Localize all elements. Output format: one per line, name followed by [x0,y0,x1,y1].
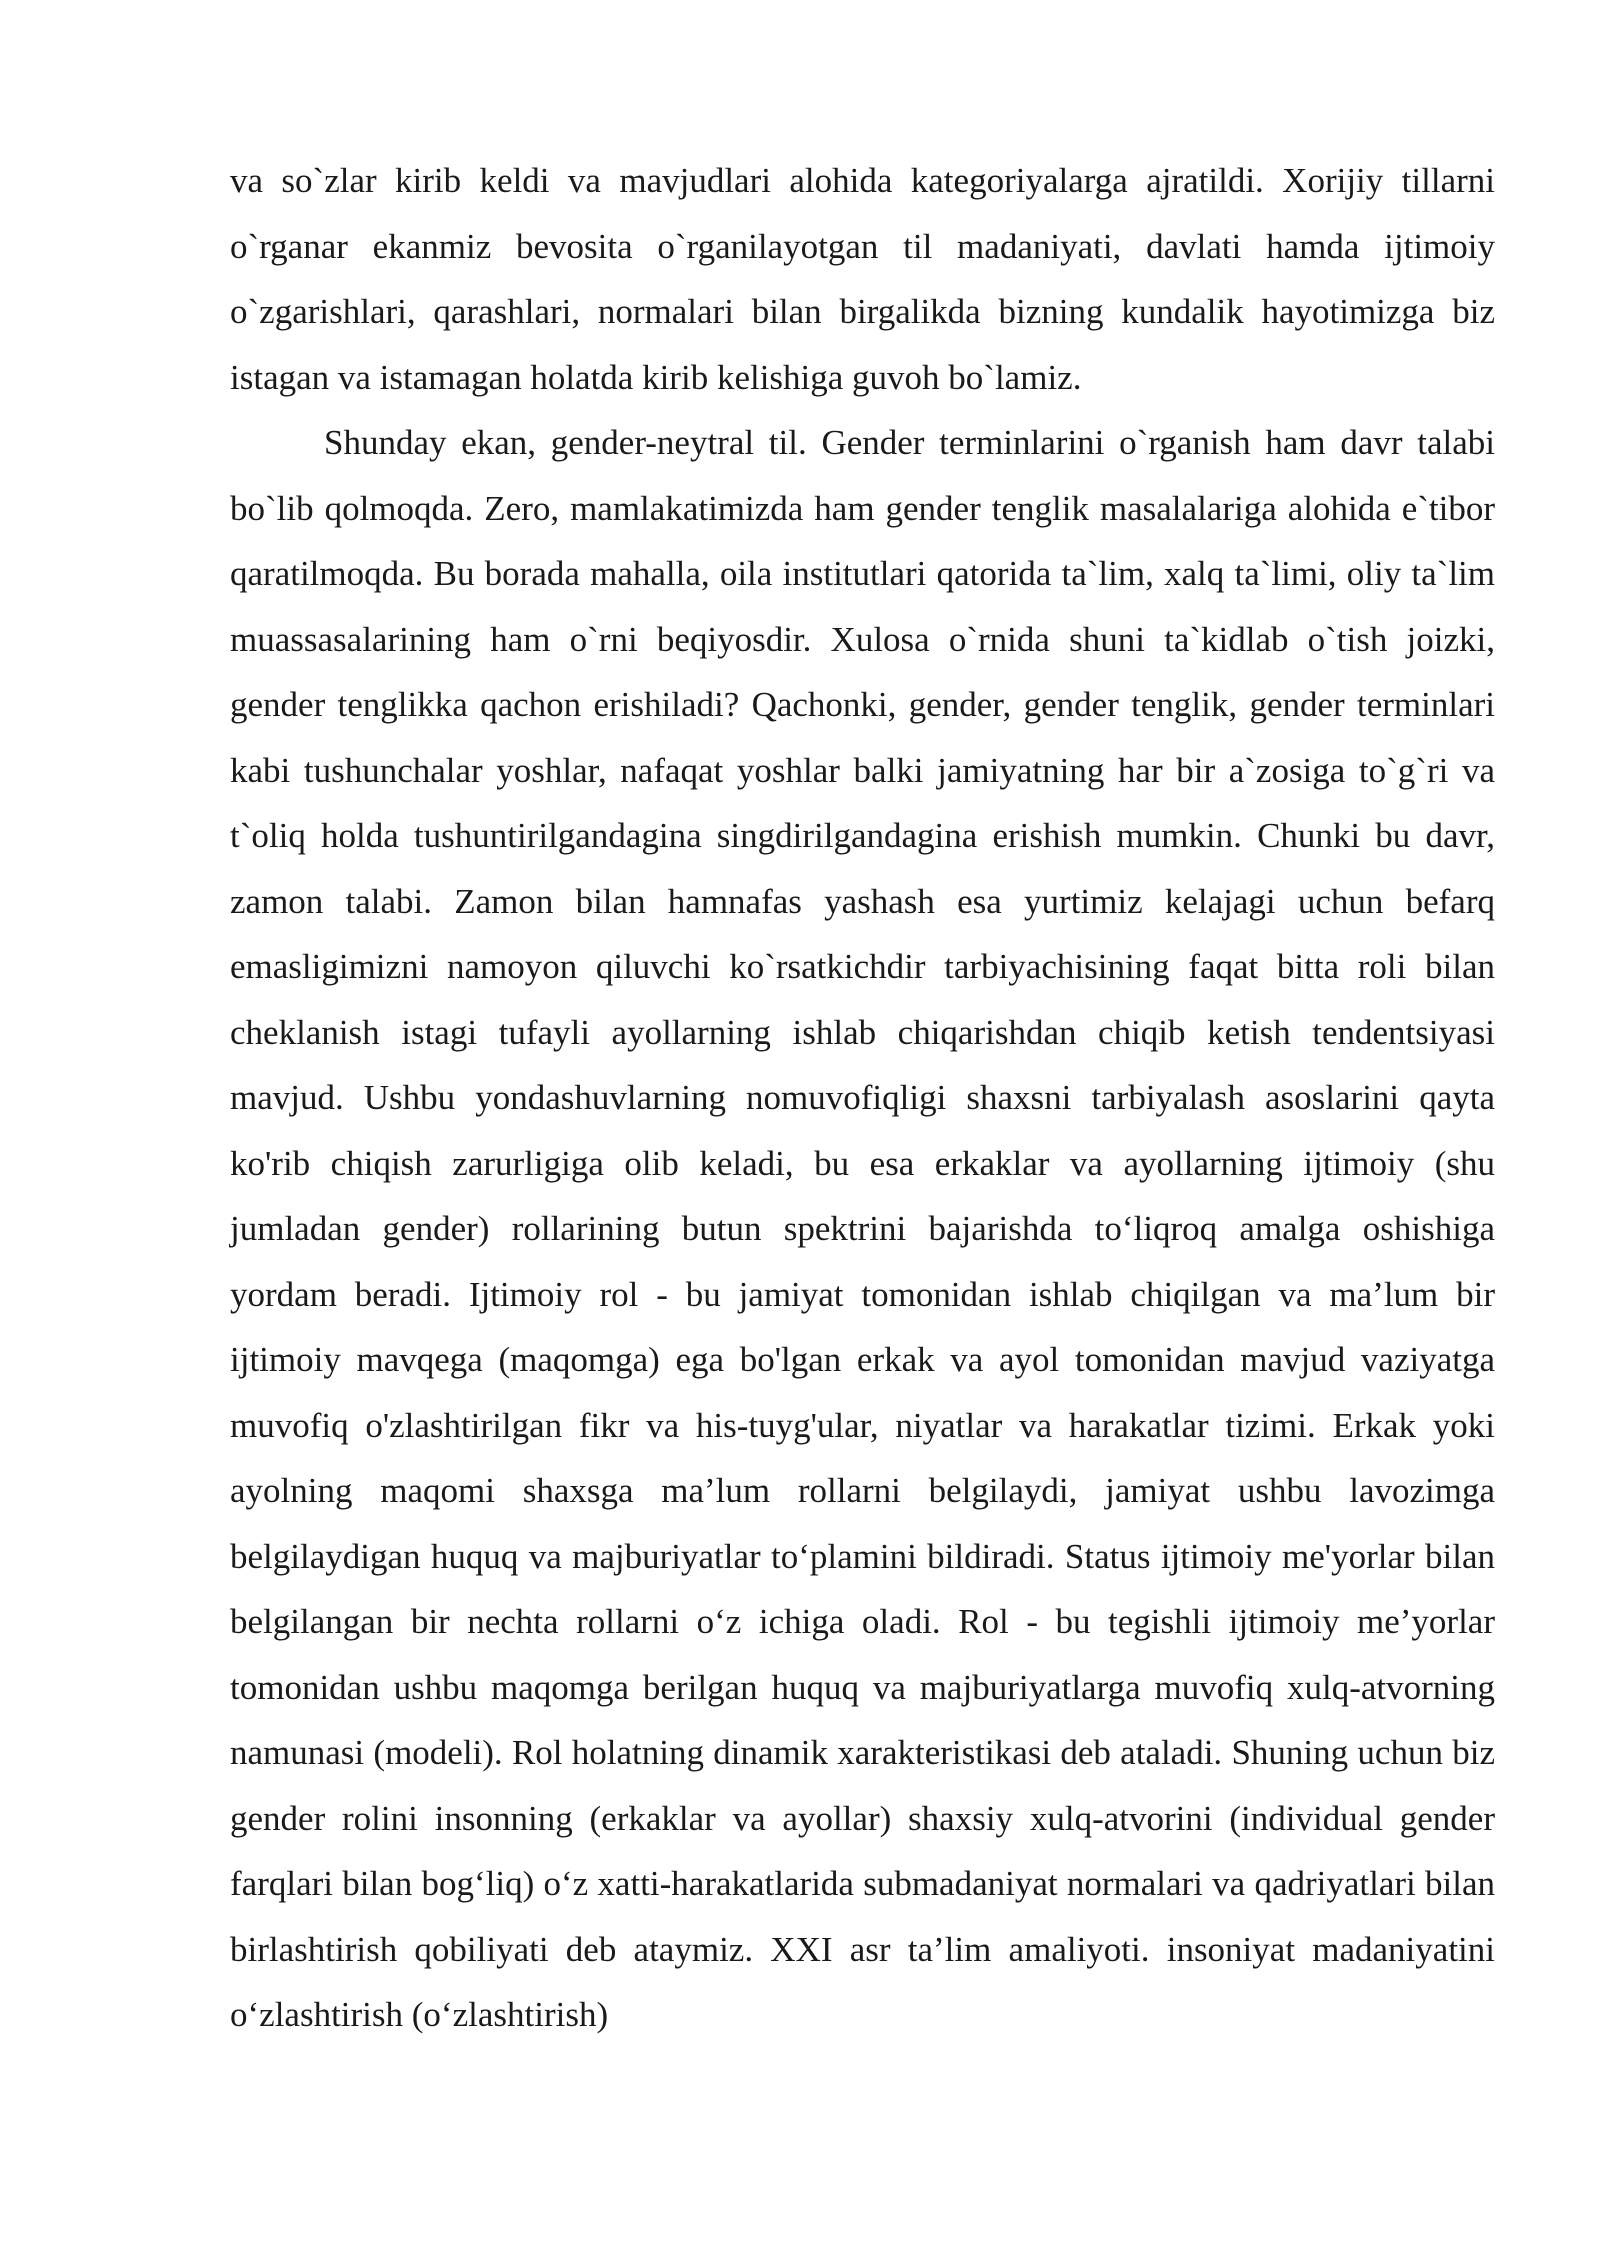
paragraph-1: va so`zlar kirib keldi va mavjudlari alohida kategoriyalarga ajratildi. Xorijiy tillarni o`rganar ekanmiz bevosita o`rganilayotgan til madaniyati, davlati hamda ijtimoiy o`zgarishlari, qarashlari, normalari bilan birgalikda bizning kundalik hayotimizga biz istagan va istamagan holatda kirib kelishiga guvoh bo`lamiz. [230,161,1495,397]
paragraph-2: Shunday ekan, gender-neytral til. Gender terminlarini o`rganish ham davr talabi bo`lib qolmoqda. Zero, mamlakatimizda ham gender tenglik masalalariga alohida e`tibor qaratilmoqda. Bu borada mahalla, oila institutlari qatorida ta`lim, xalq ta`limi, oliy ta`lim muassasalarining ham o`rni beqiyosdir. Xulosa o`rnida shuni ta`kidlab o`tish joizki, gender tenglikka qachon erishiladi? Qachonki, gender, gender tenglik, gender terminlari kabi tushunchalar yoshlar, nafaqat yoshlar balki jamiyatning har bir a`zosiga to`g`ri va t`oliq holda tushuntirilgandagina singdirilgandagina erishish mumkin. Chunki bu davr, zamon talabi. Zamon bilan hamnafas yashash esa yurtimiz kelajagi uchun befarq emasligimizni namoyon qiluvchi ko`rsatkichdir tarbiyachisining faqat bitta roli bilan cheklanish istagi tufayli ayollarning ishlab chiqarishdan chiqib ketish tendentsiyasi mavjud. Ushbu yondashuvlarning nomuvofiqligi shaxsni tarbiyalash asoslarini qayta ko'rib chiqish zarurligiga olib keladi, bu esa erkaklar va ayollarning ijtimoiy (shu jumladan gender) rollarining butun spektrini bajarishda to‘liqroq amalga oshishiga yordam beradi. Ijtimoiy rol - bu jamiyat tomonidan ishlab chiqilgan va ma’lum bir ijtimoiy mavqega (maqomga) ega bo'lgan erkak va ayol tomonidan mavjud vaziyatga muvofiq o'zlashtirilgan fikr va his-tuyg'ular, niyatlar va harakatlar tizimi. Erkak yoki ayolning maqomi shaxsga ma’lum rollarni belgilaydi, jamiyat ushbu lavozimga belgilaydigan huquq va majburiyatlar to‘plamini bildiradi. Status ijtimoiy me'yorlar bilan belgilangan bir nechta rollarni o‘z ichiga oladi. Rol - bu tegishli ijtimoiy me’yorlar tomonidan ushbu maqomga berilgan huquq va majburiyatlarga muvofiq xulq-atvorning namunasi (modeli). Rol holatning dinamik xarakteristikasi deb ataladi. Shuning uchun biz gender rolini insonning (erkaklar va ayollar) shaxsiy xulq-atvorini (individual gender farqlari bilan bog‘liq) o‘z xatti-harakatlarida submadaniyat normalari va qadriyatlari bilan birlashtirish qobiliyati deb ataymiz. XXI asr ta’lim amaliyoti. insoniyat madaniyatini o‘zlashtirish (o‘zlashtirish) [230,423,1495,2034]
document-page [230,148,1495,2048]
